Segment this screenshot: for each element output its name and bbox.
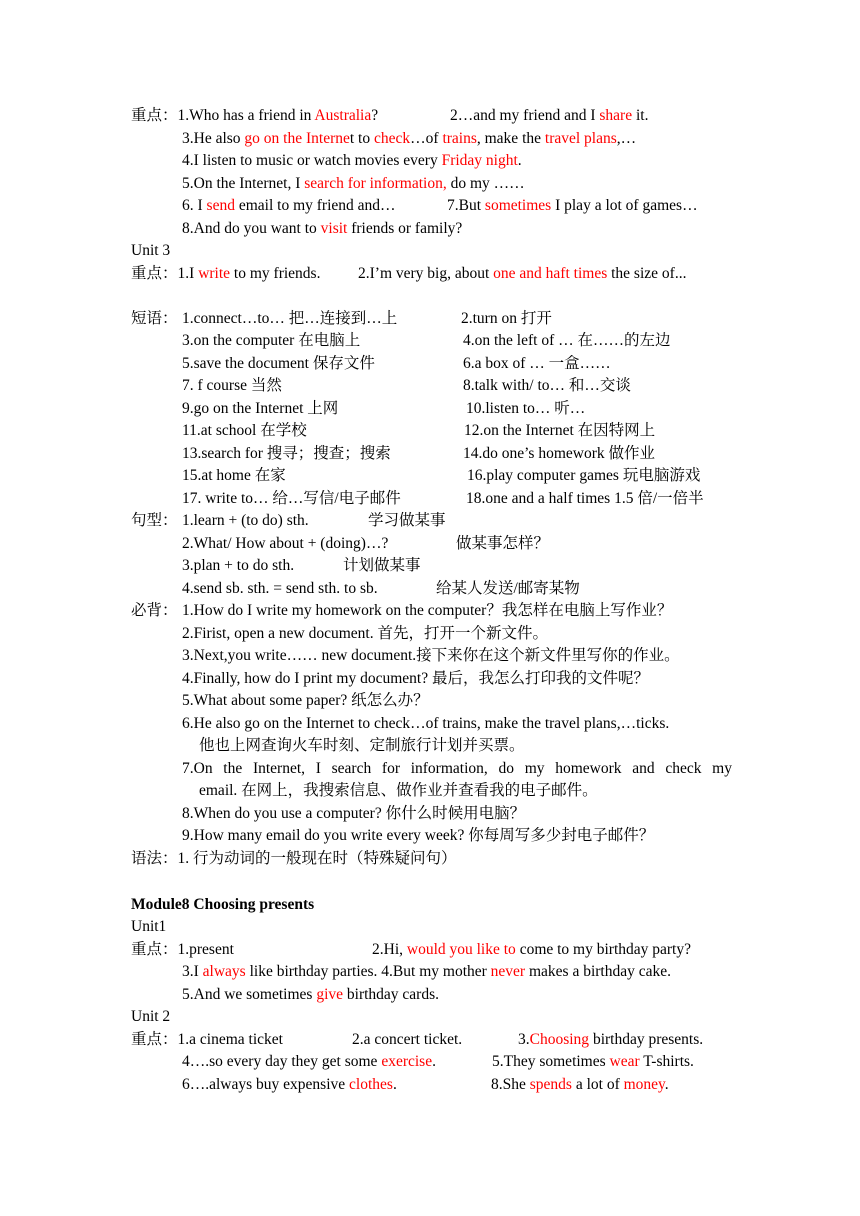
recite-line: 2.Firist, open a new document. 首先，打开一个新文件。: [182, 625, 548, 642]
module8-unit1-line-1b: [372, 940, 691, 960]
pattern-english: 2.What/ How about + (doing)…?: [182, 535, 389, 552]
unit3-key-points: [131, 264, 320, 284]
text: …of: [410, 130, 443, 147]
text: 1.Who has a friend in: [177, 107, 315, 124]
key-points-line-5: [182, 196, 396, 216]
text: 1.present: [177, 941, 234, 958]
grammar-label: 语法：: [131, 850, 178, 867]
recite-line: 他也上网查询火车时刻、定制旅行计划并买票。: [199, 737, 525, 754]
recite-label: 必背：: [131, 602, 178, 619]
text: it.: [632, 107, 649, 124]
text: 1.I: [177, 265, 199, 282]
recite-line: 9.How many email do you write every week? 你每周写多少封电子邮件？: [182, 827, 655, 844]
text: 6. I: [182, 197, 207, 214]
text: ?: [371, 107, 379, 124]
phrase-item: 10.listen to… 听…: [466, 400, 586, 417]
highlight: would you like to: [406, 941, 516, 958]
highlight: wear: [609, 1053, 640, 1070]
highlight: travel plans: [544, 130, 617, 147]
text: T-shirts.: [639, 1053, 694, 1070]
highlight: exercise: [381, 1053, 433, 1070]
text: , make the: [476, 130, 545, 147]
unit3-key-points-b: [358, 264, 686, 284]
highlight: clothes: [349, 1076, 393, 1093]
phrase-item: 18.one and a half times 1.5 倍/一倍半: [466, 490, 704, 507]
module8-unit1-line-3: [182, 985, 439, 1005]
module8-title: Module8 Choosing presents: [131, 896, 315, 913]
text: makes a birthday cake.: [525, 963, 671, 980]
recite-line: 8.When do you use a computer? 你什么时候用电脑？: [182, 805, 526, 822]
phrase-item: 17. write to… 给…写信/电子邮件: [182, 490, 401, 507]
phrase-item: 15.at home 在家: [182, 467, 286, 484]
key-points-label: 重点：: [131, 941, 178, 958]
recite-line: 1.How do I write my homework on the computer？我怎样在电脑上写作业？: [182, 602, 673, 619]
module8-unit2-line-2: [182, 1052, 436, 1072]
key-points-line-5b: [447, 196, 698, 216]
recite-line: email. 在网上，我搜索信息、做作业并查看我的电子邮件。: [199, 782, 598, 799]
module8-unit2-line-1: [131, 1030, 283, 1050]
phrase-item: 9.go on the Internet 上网: [182, 400, 339, 417]
phrase-item: 16.play computer games 玩电脑游戏: [467, 467, 701, 484]
pattern-chinese: 给某人发送/邮寄某物: [436, 580, 580, 597]
grammar-text: 1. 行为动词的一般现在时（特殊疑问句）: [177, 850, 457, 867]
key-points-line-1b: [450, 106, 648, 126]
text: 8.And do you want to: [182, 220, 321, 237]
highlight: go on the Interne: [244, 130, 350, 147]
module8-unit1-line-2: [182, 962, 671, 982]
phrase-item: 12.on the Internet 在因特网上: [464, 422, 656, 439]
phrases-label: 短语：: [131, 310, 178, 327]
text: 3.I: [182, 963, 203, 980]
recite-line: 3.Next,you write…… new document.接下来你在这个新文件里写你的作业。: [182, 647, 680, 664]
highlight: visit: [320, 220, 348, 237]
highlight: spends: [529, 1076, 572, 1093]
text: like birthday parties. 4.But my mother: [245, 963, 491, 980]
text: to my friends.: [230, 265, 321, 282]
recite-line: 7.On the Internet, I search for information, do my homework and check my: [182, 760, 732, 777]
phrase-item: 11.at school 在学校: [182, 422, 307, 439]
text: 1.a cinema ticket: [177, 1031, 283, 1048]
text: 5.And we sometimes: [182, 986, 317, 1003]
module8-unit2-line-3: [182, 1075, 397, 1095]
highlight: never: [490, 963, 526, 980]
highlight: one and haft times: [493, 265, 608, 282]
highlight: sometimes: [484, 197, 552, 214]
pattern-chinese: 做某事怎样？: [456, 535, 550, 552]
phrase-item: 3.on the computer 在电脑上: [182, 332, 361, 349]
phrase-item: 8.talk with/ to… 和…交谈: [463, 377, 631, 394]
text: t to: [349, 130, 374, 147]
text: .: [392, 1076, 397, 1093]
phrase-item: 7. f course 当然: [182, 377, 282, 394]
highlight: write: [198, 265, 231, 282]
recite-line: 6.He also go on the Internet to check…of trains, make the travel plans,…ticks.: [182, 715, 670, 732]
patterns-label: 句型：: [131, 512, 178, 529]
text: 3.: [518, 1031, 530, 1048]
highlight: always: [202, 963, 246, 980]
text: 5.They sometimes: [492, 1053, 610, 1070]
highlight: search for information,: [304, 175, 447, 192]
text: 2.I’m very big, about: [358, 265, 494, 282]
text: .: [664, 1076, 669, 1093]
module8-unit2-line-1c: [518, 1030, 703, 1050]
module8-unit1-line-1: [131, 940, 234, 960]
highlight: give: [316, 986, 344, 1003]
pattern-chinese: 学习做某事: [368, 512, 446, 529]
key-points-line-4: [182, 174, 525, 194]
text: friends or family?: [347, 220, 463, 237]
phrase-item: 1.connect…to… 把…连接到…上: [182, 310, 398, 327]
unit3-title: Unit 3: [131, 242, 171, 259]
highlight: send: [206, 197, 235, 214]
module8-unit2-title: Unit 2: [131, 1008, 171, 1025]
text: birthday presents.: [589, 1031, 704, 1048]
text: 4.I listen to music or watch movies every: [182, 152, 442, 169]
highlight: check: [374, 130, 411, 147]
text: birthday cards.: [343, 986, 439, 1003]
module8-unit2-line-2b: [492, 1052, 694, 1072]
recite-line: 5.What about some paper? 纸怎么办？: [182, 692, 429, 709]
highlight: Choosing: [529, 1031, 590, 1048]
highlight: Friday night: [441, 152, 518, 169]
text: 3.He also: [182, 130, 245, 147]
key-points-line-6: [182, 219, 462, 239]
key-points-line-3: [182, 151, 522, 171]
pattern-english: 4.send sb. sth. = send sth. to sb.: [182, 580, 378, 597]
text: 6….always buy expensive: [182, 1076, 350, 1093]
text: a lot of: [571, 1076, 624, 1093]
key-points-label: 重点：: [131, 107, 178, 124]
phrase-item: 6.a box of … 一盒……: [463, 355, 611, 372]
pattern-english: 1.learn + (to do) sth.: [182, 512, 309, 529]
text: email to my friend and…: [234, 197, 396, 214]
module8-unit2-line-3b: [491, 1075, 669, 1095]
text: 4….so every day they get some: [182, 1053, 382, 1070]
phrase-item: 14.do one’s homework 做作业: [463, 445, 656, 462]
text: the size of...: [607, 265, 687, 282]
text: 8.She: [491, 1076, 530, 1093]
text: I play a lot of games…: [551, 197, 698, 214]
text: .: [432, 1053, 436, 1070]
text: ,…: [616, 130, 637, 147]
module8-unit1-title: Unit1: [131, 918, 167, 935]
text: 5.On the Internet, I: [182, 175, 305, 192]
pattern-english: 3.plan + to do sth.: [182, 557, 295, 574]
highlight: money: [623, 1076, 665, 1093]
grammar-line: [131, 849, 457, 869]
text: 7.But: [447, 197, 485, 214]
key-points-label: 重点：: [131, 1031, 178, 1048]
phrase-item: 4.on the left of … 在……的左边: [463, 332, 671, 349]
module8-unit2-line-1b: [352, 1030, 462, 1050]
highlight: share: [599, 107, 633, 124]
key-points-line-2: [182, 129, 636, 149]
phrase-item: 13.search for 搜寻；搜查；搜索: [182, 445, 391, 462]
phrase-item: 5.save the document 保存文件: [182, 355, 375, 372]
text: .: [517, 152, 522, 169]
key-points-label: 重点：: [131, 265, 178, 282]
pattern-chinese: 计划做某事: [343, 557, 421, 574]
text: 2.a concert ticket.: [352, 1031, 463, 1048]
highlight: Australia: [314, 107, 372, 124]
highlight: trains: [442, 130, 477, 147]
phrase-item: 2.turn on 打开: [461, 310, 552, 327]
text: come to my birthday party?: [515, 941, 691, 958]
text: 2.Hi,: [372, 941, 407, 958]
recite-line: 4.Finally, how do I print my document? 最后，我怎么打印我的文件呢？: [182, 670, 649, 687]
text: do my ……: [446, 175, 525, 192]
text: 2…and my friend and I: [450, 107, 600, 124]
key-points-line-1: [131, 106, 378, 126]
